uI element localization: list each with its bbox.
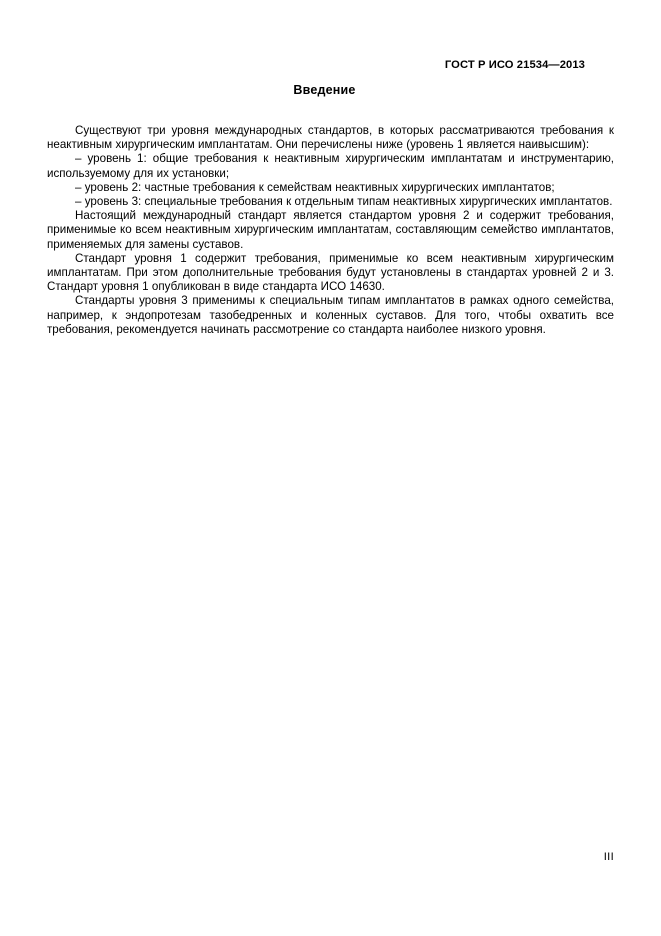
level-3-standards-paragraph: Стандарты уровня 3 применимы к специальным типам имплантатов в рамках одного семейства, например, к эндопротезам тазобедренных и коленных суставов. Для того, чтобы охватить все требования, рекомендуется начинать рассмотрение со стандарта наиболее низкого уровня. — [47, 294, 614, 336]
level-1-standard-paragraph: Стандарт уровня 1 содержит требования, применимые ко всем неактивным хирургическим имплантатам. При этом дополнительные требования будут установлены в стандартах уровней 2 и 3. Стандарт уровня 1 опубликован в виде стандарта ИСО 14630. — [47, 251, 614, 294]
page-title-text: Введение — [293, 83, 356, 97]
level-2-item: – уровень 2: частные требования к семействам неактивных хирургических имплантатов; — [75, 180, 555, 194]
level-1-item: – уровень 1: общие требования к неактивным хирургическим имплантатам и инструментарию, используемому для их установки; — [47, 152, 614, 180]
body-text — [47, 124, 614, 337]
page-title — [0, 83, 661, 97]
running-head: ГОСТ Р ИСО 21534—2013 — [444, 59, 585, 71]
scope-paragraph: Настоящий международный стандарт является стандартом уровня 2 и содержит требования, применимые ко всем неактивным хирургическим имплантатам, составляющим семейство имплантатов, применяемых для замены суставов. — [47, 209, 614, 251]
intro-paragraph: Существуют три уровня международных стандартов, в которых рассматриваются требования к неактивным хирургическим имплантатам. Они перечислены ниже (уровень 1 является наивысшим): — [47, 124, 614, 152]
level-3-item: – уровень 3: специальные требования к отдельным типам неактивных хирургических имплантатов. — [75, 195, 613, 209]
page-number: III — [603, 851, 614, 863]
